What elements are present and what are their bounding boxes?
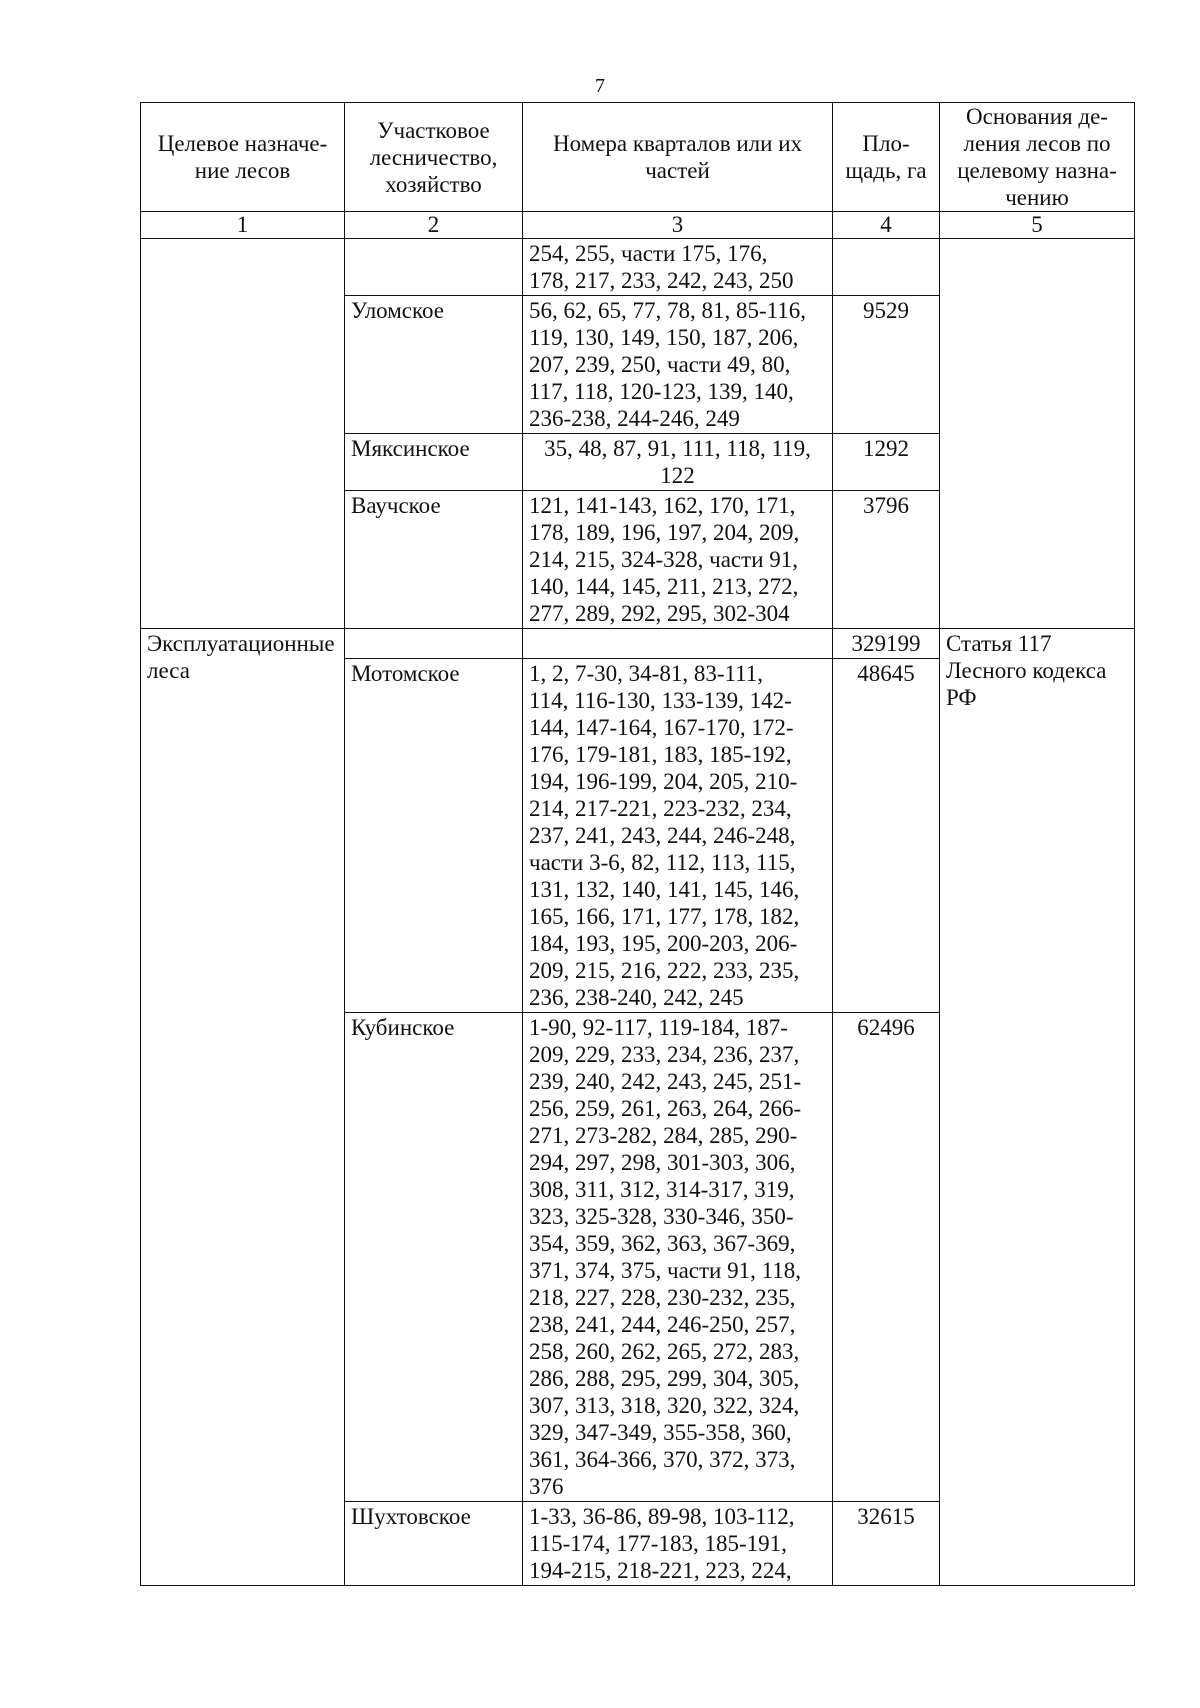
area-cell: 62496 <box>833 1013 940 1502</box>
table-header-row <box>141 103 1135 212</box>
district-cell: Уломское <box>345 296 523 434</box>
district-cell: Мотомское <box>345 659 523 1013</box>
column-number: 3 <box>523 212 833 239</box>
quarters-cell: 56, 62, 65, 77, 78, 81, 85-116, 119, 130, 149, 150, 187, 206, 207, 239, 250, части 49, 80, 117, 118, 120-123, 139, 140, 236-238, 244-246, 249 <box>523 296 833 434</box>
header-area: Пло-щадь, га <box>833 103 940 212</box>
section-total-row <box>141 629 1135 659</box>
total-area-cell: 329199 <box>833 629 940 659</box>
area-cell <box>833 239 940 296</box>
area-cell: 1292 <box>833 434 940 491</box>
quarters-cell: 254, 255, части 175, 176, 178, 217, 233, 242, 243, 250 <box>523 239 833 296</box>
column-number: 1 <box>141 212 345 239</box>
quarters-cell <box>523 629 833 659</box>
quarters-cell: 35, 48, 87, 91, 111, 118, 119, 122 <box>523 434 833 491</box>
header-purpose: Целевое назначе-ние лесов <box>141 103 345 212</box>
header-basis: Основания де-ления лесов по целевому назна-чению <box>940 103 1135 212</box>
quarters-cell: 1, 2, 7-30, 34-81, 83-111, 114, 116-130, 133-139, 142- 144, 147-164, 167-170, 172- 176, 179-181, 183, 185-192, 194, 196-199, 204, 205, 210- 214, 217-221, 223-232, 234, 237, 241, 243, 244, 246-248, части 3-6, 82, 112, 113, 115, 131, 132, 140, 141, 145, 146, 165, 166, 171, 177, 178, 182, 184, 193, 195, 200-203, 206- 209, 215, 216, 222, 233, 235, 236, 238-240, 242, 245 <box>523 659 833 1013</box>
district-cell: Ваучское <box>345 491 523 629</box>
purpose-cell-continued <box>141 239 345 629</box>
header-district: Участковое лесничество, хозяйство <box>345 103 523 212</box>
area-cell: 32615 <box>833 1502 940 1586</box>
area-cell: 9529 <box>833 296 940 434</box>
basis-cell: Статья 117 Лесного кодекса РФ <box>940 629 1135 1586</box>
column-number: 5 <box>940 212 1135 239</box>
table-row <box>141 239 1135 296</box>
quarters-cell: 1-33, 36-86, 89-98, 103-112, 115-174, 177-183, 185-191, 194-215, 218-221, 223, 224, <box>523 1502 833 1586</box>
district-cell: Мяксинское <box>345 434 523 491</box>
area-cell: 3796 <box>833 491 940 629</box>
district-cell: Кубинское <box>345 1013 523 1502</box>
forest-purpose-table <box>140 102 1135 1586</box>
district-cell <box>345 629 523 659</box>
column-number-row <box>141 212 1135 239</box>
purpose-cell: Эксплуатационные леса <box>141 629 345 1586</box>
header-quarters: Номера кварталов или их частей <box>523 103 833 212</box>
district-cell <box>345 239 523 296</box>
area-cell: 48645 <box>833 659 940 1013</box>
quarters-cell: 1-90, 92-117, 119-184, 187- 209, 229, 233, 234, 236, 237, 239, 240, 242, 243, 245, 251- 256, 259, 261, 263, 264, 266- 271, 273-282, 284, 285, 290- 294, 297, 298, 301-303, 306, 308, 311, 312, 314-317, 319, 323, 325-328, 330-346, 350- 354, 359, 362, 363, 367-369, 371, 374, 375, части 91, 118, 218, 227, 228, 230-232, 235, 238, 241, 244, 246-250, 257, 258, 260, 262, 265, 272, 283, 286, 288, 295, 299, 304, 305, 307, 313, 318, 320, 322, 324, 329, 347-349, 355-358, 360, 361, 364-366, 370, 372, 373, 376 <box>523 1013 833 1502</box>
column-number: 4 <box>833 212 940 239</box>
column-number: 2 <box>345 212 523 239</box>
quarters-cell: 121, 141-143, 162, 170, 171, 178, 189, 196, 197, 204, 209, 214, 215, 324-328, части 91, 140, 144, 145, 211, 213, 272, 277, 289, 292, 295, 302-304 <box>523 491 833 629</box>
basis-cell-continued <box>940 239 1135 629</box>
district-cell: Шухтовское <box>345 1502 523 1586</box>
page-number: 7 <box>595 75 605 97</box>
